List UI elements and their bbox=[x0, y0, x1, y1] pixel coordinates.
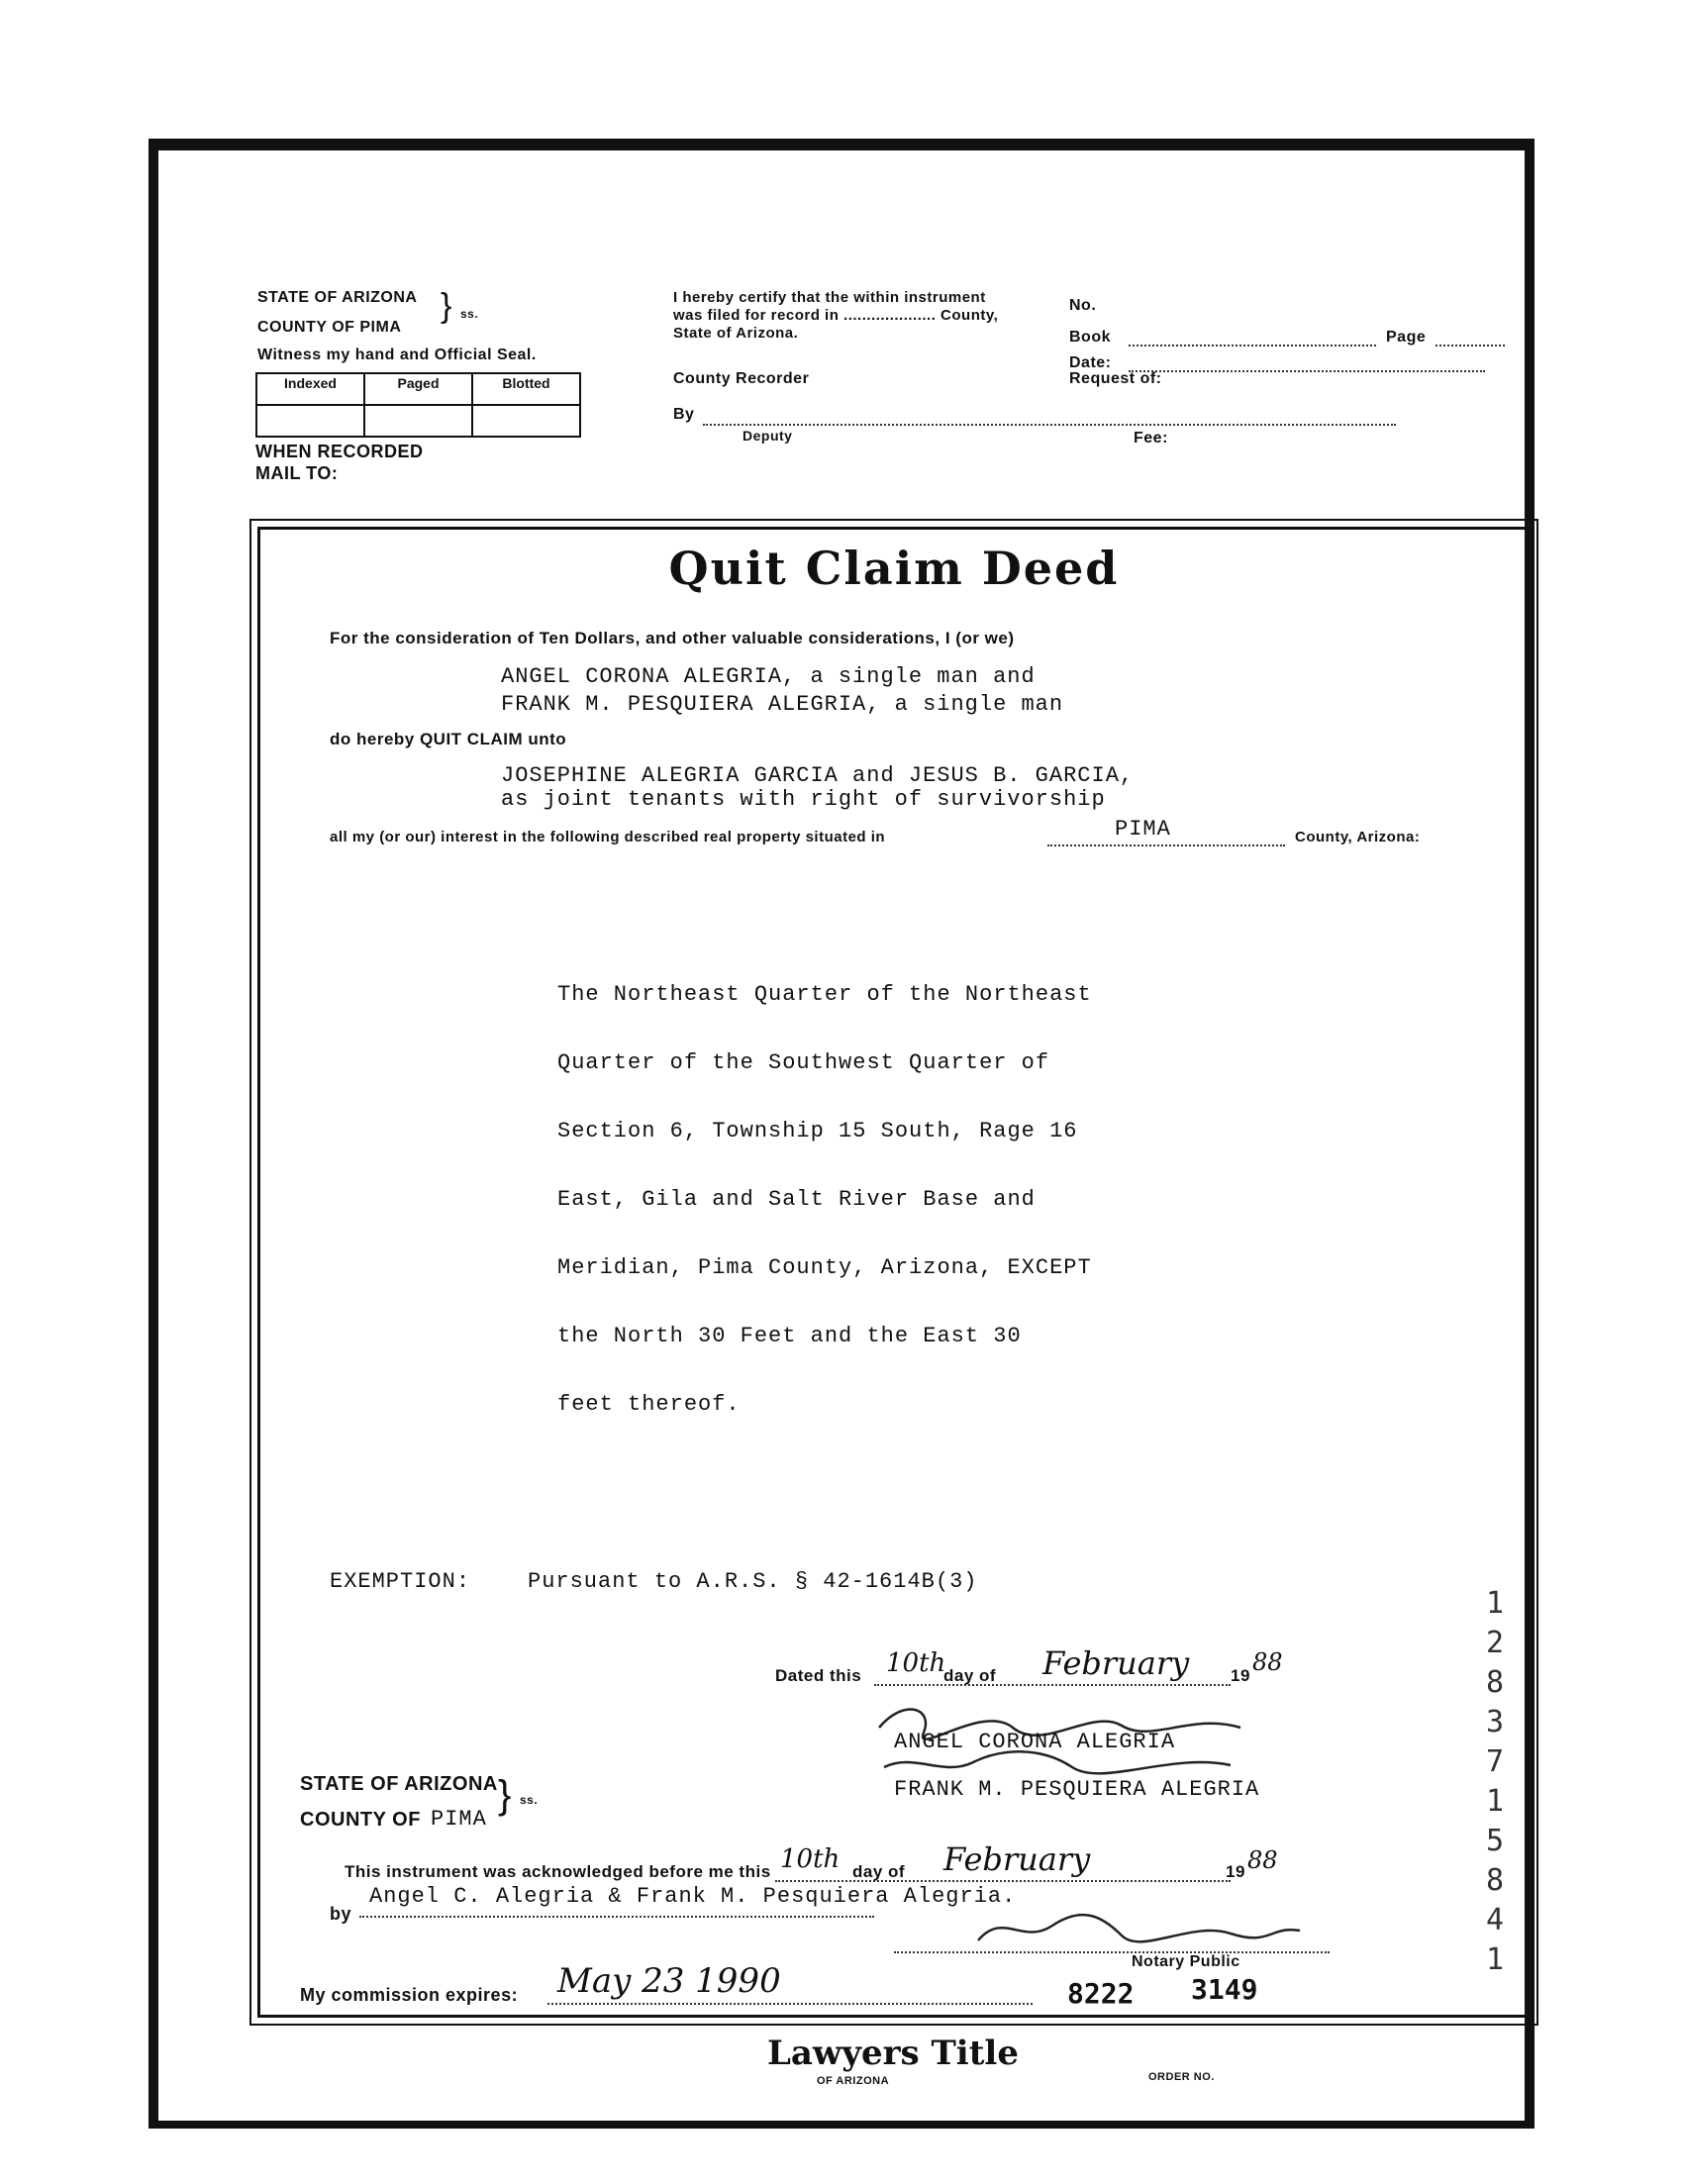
request-of-label: Request of: bbox=[1069, 370, 1162, 387]
index-col-paged: Paged bbox=[364, 373, 472, 405]
index-cell bbox=[472, 405, 580, 437]
ack-day-of: day of bbox=[852, 1862, 906, 1881]
grantor-1: ANGEL CORONA ALEGRIA, a single man and bbox=[501, 664, 1036, 689]
fee-label: Fee: bbox=[1134, 430, 1168, 447]
date-line bbox=[1129, 370, 1485, 372]
index-cell bbox=[364, 405, 472, 437]
legal-line: feet thereof. bbox=[557, 1392, 741, 1417]
side-number: 1283715841 bbox=[1485, 1586, 1505, 1977]
notary-signature bbox=[973, 1906, 1310, 1955]
grantee-2: as joint tenants with right of survivorship bbox=[501, 787, 1106, 812]
exemption-label: EXEMPTION: bbox=[330, 1569, 471, 1594]
dated-month: February bbox=[1042, 1644, 1190, 1682]
ack-year-prefix: 19 bbox=[1226, 1862, 1245, 1881]
by-line bbox=[703, 424, 1396, 426]
scan-border bbox=[148, 139, 1534, 2129]
order-no: ORDER NO. bbox=[1148, 2071, 1215, 2083]
deputy-label: Deputy bbox=[742, 428, 793, 444]
dated-prefix: Dated this bbox=[775, 1666, 862, 1685]
ack-year: 88 bbox=[1247, 1846, 1278, 1874]
index-table bbox=[255, 372, 581, 438]
record-no-2: 3149 bbox=[1191, 1973, 1258, 2006]
ack-month: February bbox=[943, 1840, 1091, 1878]
index-cell bbox=[256, 405, 364, 437]
interest-suffix: County, Arizona: bbox=[1295, 829, 1421, 845]
brace-icon: } bbox=[498, 1773, 512, 1817]
legal-line: the North 30 Feet and the East 30 bbox=[557, 1324, 1022, 1348]
deed-sheet bbox=[158, 150, 1525, 2121]
county-line: COUNTY OF PIMA bbox=[257, 319, 402, 336]
consideration-line: For the consideration of Ten Dollars, and other valuable considerations, I (or we) bbox=[330, 629, 1015, 647]
ack-day: 10th bbox=[780, 1844, 841, 1874]
book-label: Book bbox=[1069, 329, 1111, 346]
legal-line: Meridian, Pima County, Arizona, EXCEPT bbox=[557, 1255, 1092, 1280]
dated-day: 10th bbox=[886, 1648, 946, 1678]
commission-value: May 23 1990 bbox=[557, 1961, 781, 2001]
legal-line: The Northeast Quarter of the Northeast bbox=[557, 982, 1092, 1007]
by-label: By bbox=[673, 406, 695, 423]
mail-to: MAIL TO: bbox=[255, 463, 339, 483]
quit-claim-line: do hereby QUIT CLAIM unto bbox=[330, 730, 567, 748]
dated-day-of: day of bbox=[943, 1666, 997, 1685]
deed-box bbox=[257, 527, 1531, 2018]
county-recorder: County Recorder bbox=[673, 370, 810, 387]
commission-line bbox=[547, 2003, 1033, 2005]
certify-text: I hereby certify that the within instrument was filed for record in .................... County, State of Arizona. bbox=[673, 289, 999, 342]
page-line bbox=[1436, 345, 1505, 347]
ack-state: STATE OF ARIZONA bbox=[300, 1773, 498, 1795]
notary-line bbox=[894, 1951, 1330, 1953]
interest-prefix: all my (or our) interest in the following described real property situated in bbox=[330, 829, 886, 845]
ack-by-line bbox=[359, 1916, 874, 1918]
ack-prefix: This instrument was acknowledged before me this bbox=[345, 1862, 771, 1881]
book-line bbox=[1129, 345, 1376, 347]
when-recorded: WHEN RECORDED bbox=[255, 442, 424, 461]
witness-line: Witness my hand and Official Seal. bbox=[257, 347, 537, 363]
ack-by-value: Angel C. Alegria & Frank M. Pesquiera Alegria. bbox=[369, 1884, 1017, 1909]
ack-by-label: by bbox=[330, 1904, 352, 1924]
index-col-blotted: Blotted bbox=[472, 373, 580, 405]
dated-year-prefix: 19 bbox=[1231, 1666, 1250, 1685]
dated-year: 88 bbox=[1252, 1648, 1283, 1676]
interest-county-value: PIMA bbox=[1115, 817, 1171, 842]
commission-label: My commission expires: bbox=[300, 1985, 519, 2005]
no-label: No. bbox=[1069, 297, 1097, 314]
brand-logo: Lawyers Title bbox=[767, 2034, 1019, 2073]
deed-title: Quit Claim Deed bbox=[668, 542, 1120, 595]
ack-ss: ss. bbox=[520, 1793, 539, 1807]
date-label: Date: bbox=[1069, 354, 1112, 371]
brace-icon: } bbox=[441, 287, 452, 325]
ack-county-value: PIMA bbox=[431, 1807, 487, 1832]
legal-line: Section 6, Township 15 South, Rage 16 bbox=[557, 1119, 1078, 1143]
legal-line: East, Gila and Salt River Base and bbox=[557, 1187, 1036, 1212]
legal-description bbox=[557, 938, 1092, 1461]
ack-county-prefix: COUNTY OF bbox=[300, 1809, 421, 1831]
state-line: STATE OF ARIZONA bbox=[257, 289, 418, 306]
grantee-1: JOSEPHINE ALEGRIA GARCIA and JESUS B. GARCIA, bbox=[501, 763, 1135, 788]
page-label: Page bbox=[1386, 329, 1427, 346]
ack-line bbox=[775, 1880, 1231, 1882]
ss-mark: ss. bbox=[460, 307, 479, 321]
signer-2: FRANK M. PESQUIERA ALEGRIA bbox=[894, 1777, 1260, 1802]
legal-line: Quarter of the Southwest Quarter of bbox=[557, 1050, 1050, 1075]
grantor-2: FRANK M. PESQUIERA ALEGRIA, a single man bbox=[501, 692, 1064, 717]
record-no-1: 8222 bbox=[1067, 1977, 1135, 2010]
dated-line bbox=[874, 1684, 1231, 1686]
exemption-text: Pursuant to A.R.S. § 42-1614B(3) bbox=[528, 1569, 978, 1594]
index-col-indexed: Indexed bbox=[256, 373, 364, 405]
notary-label: Notary Public bbox=[1132, 1953, 1240, 1970]
signer-1: ANGEL CORONA ALEGRIA bbox=[894, 1730, 1176, 1754]
brand-sub: OF ARIZONA bbox=[817, 2075, 890, 2087]
county-line-dots bbox=[1047, 844, 1285, 846]
